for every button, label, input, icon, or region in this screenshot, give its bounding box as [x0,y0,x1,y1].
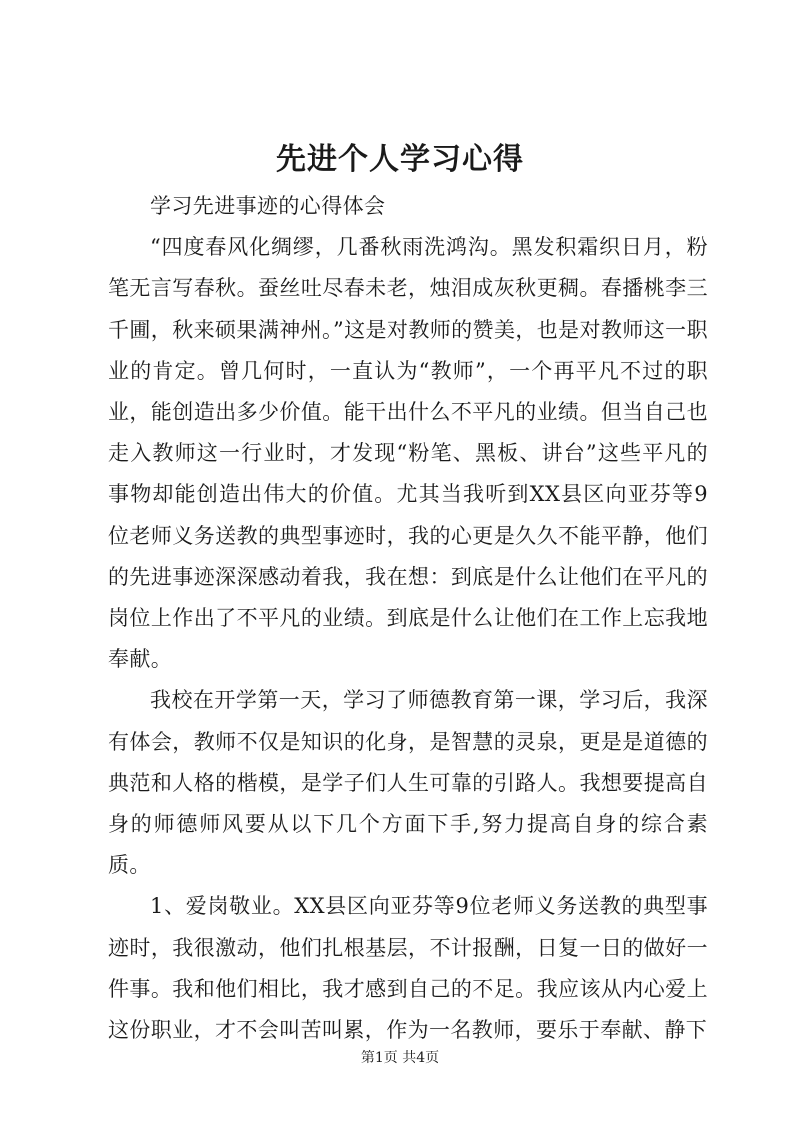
page-footer: 第1页 共4页 [360,1050,440,1066]
body-paragraph: “四度春风化绸缪，几番秋雨洗鸿沟。黑发积霜织日月，粉笔无言写春秋。蚕丝吐尽春未老，烛泪成灰秋更稠。春播桃李三千圃，秋来硕果满神州。”这是对教师的赞美，也是对教师这一职业的肯定。曾几何时，一直认为“教师”，一个再平凡不过的职业，能创造出多少价值。能干出什么不平凡的业绩。但当自己也走入教师这一行业时，才发现“粉笔、黑板、讲台”这些平凡的事物却能创造出伟大的价值。尤其当我听到XX县区向亚芬等9位老师义务送教的典型事迹时，我的心更是久久不能平静，他们的先进事迹深深感动着我，我在想：到底是什么让他们在平凡的岗位上作出了不平凡的业绩。到底是什么让他们在工作上忘我地奉献。 [108,235,708,672]
document-body [108,186,708,1051]
subtitle-paragraph: 学习先进事迹的心得体会 [150,194,386,218]
body-paragraph: 我校在开学第一天，学习了师德教育第一课，学习后，我深有体会，教师不仅是知识的化身，是智慧的灵泉，更是是道德的典范和人格的楷模，是学子们人生可靠的引路人。我想要提高自身的师德师风要从以下几个方面下手,努力提高自身的综合素质。 [108,688,708,878]
document-title: 先进个人学习心得 [276,142,524,177]
body-paragraph: 1、爱岗敬业。XX县区向亚芬等9位老师义务送教的典型事迹时，我很激动，他们扎根基层，不计报酬，日复一日的做好一件事。我和他们相比，我才感到自己的不足。我应该从内心爱上这份职业，才不会叫苦叫累，作为一名教师，要乐于奉献、静下 [108,894,708,1043]
